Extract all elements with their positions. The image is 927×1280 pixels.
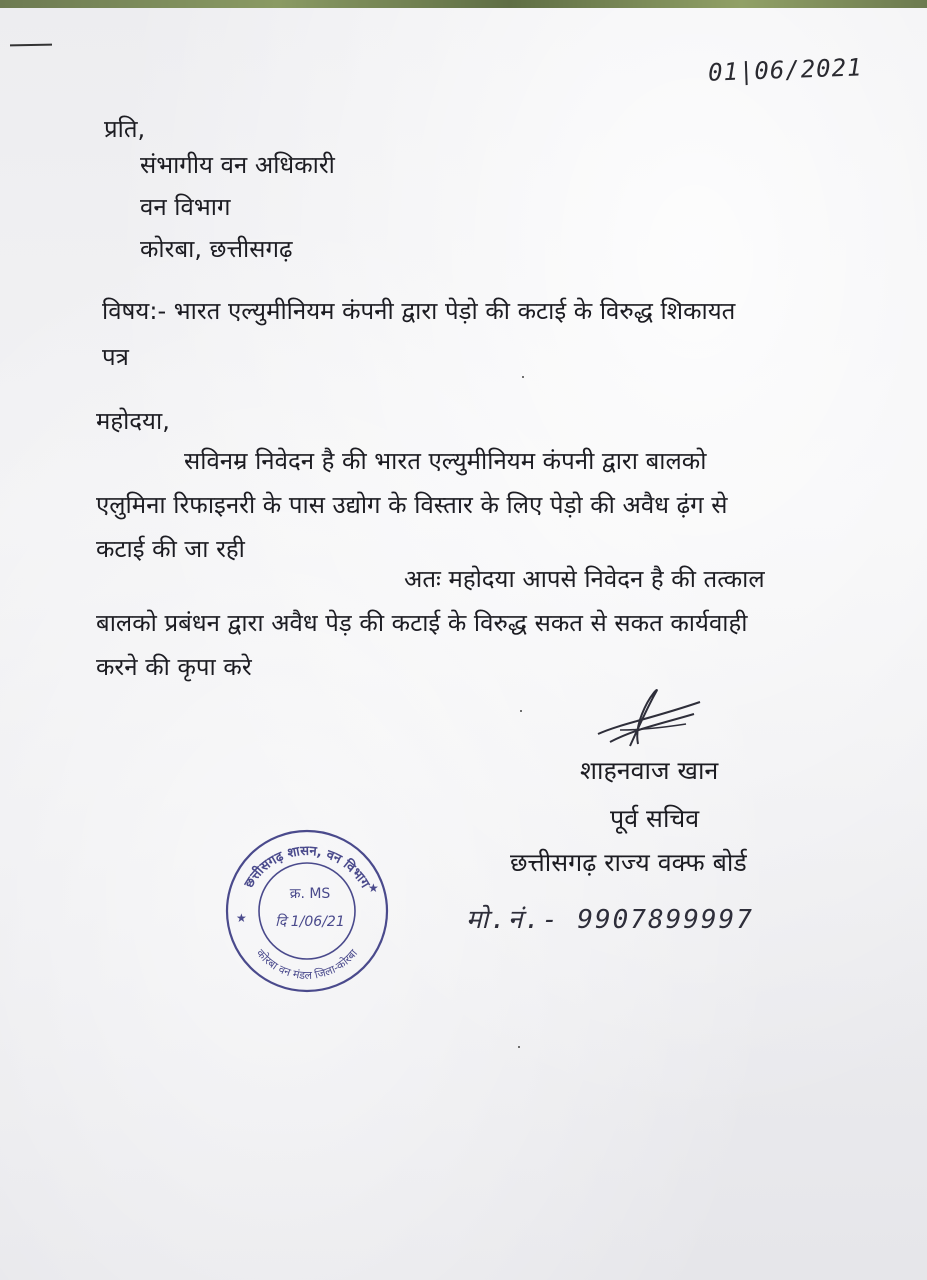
handwritten-signature xyxy=(590,684,710,754)
stamp-bottom-text: कोरबा वन मंडल जिला-कोरबा xyxy=(253,946,361,982)
svg-text:कोरबा वन मंडल जिला-कोरबा xyxy=(254,947,360,982)
top-edge-strip xyxy=(0,0,927,8)
ink-speck xyxy=(522,376,524,378)
pen-mark xyxy=(10,44,52,47)
stamp-inner-line-2: दि 1/06/21 xyxy=(275,914,345,930)
body-line-2: एलुमिना रिफाइनरी के पास उद्योग के विस्तार के लिए पेड़ो की अवैध ढ़ंग से xyxy=(96,491,728,519)
sender-name: शाहनवाज खान xyxy=(580,756,719,785)
forest-department-stamp xyxy=(222,826,392,996)
recipient-line-1: संभागीय वन अधिकारी xyxy=(140,151,335,179)
body-line-3: कटाई की जा रही xyxy=(96,535,245,563)
subject-line-1: विषय:- भारत एल्युमीनियम कंपनी द्वारा पेड़ो की कटाई के विरुद्ध शिकायत xyxy=(102,297,736,325)
recipient-salutation: प्रति, xyxy=(104,115,146,143)
body-line-1: सविनम्र निवेदन है की भारत एल्युमीनियम कंपनी द्वारा बालको xyxy=(184,447,707,475)
stamp-star-right: ★ xyxy=(368,881,379,895)
stamp-top-text: छत्तीसगढ़ शासन, वन विभाग xyxy=(241,843,373,891)
sender-organization: छत्तीसगढ़ राज्य वक्फ बोर्ड xyxy=(510,848,747,877)
body-line-4: अतः महोदया आपसे निवेदन है की तत्काल xyxy=(404,565,765,593)
stamp-inner-line-1: क्र. MS xyxy=(289,886,331,902)
letter-date: 01|06/2021 xyxy=(707,53,863,87)
greeting: महोदया, xyxy=(96,407,170,435)
subject-line-2: पत्र xyxy=(102,343,129,371)
recipient-line-3: कोरबा, छत्तीसगढ़ xyxy=(140,235,293,263)
svg-text:छत्तीसगढ़ शासन, वन विभाग xyxy=(241,844,372,892)
stamp-star-left: ★ xyxy=(236,911,247,925)
recipient-line-2: वन विभाग xyxy=(140,193,231,221)
sender-designation: पूर्व सचिव xyxy=(610,804,700,833)
body-line-6: करने की कृपा करे xyxy=(96,653,252,681)
sender-phone: मो.नं.- 9907899997 xyxy=(466,905,754,935)
ink-speck xyxy=(518,1046,520,1048)
body-line-5: बालको प्रबंधन द्वारा अवैध पेड़ की कटाई के विरुद्ध सकत से सकत कार्यवाही xyxy=(96,609,748,637)
ink-speck xyxy=(520,710,522,712)
